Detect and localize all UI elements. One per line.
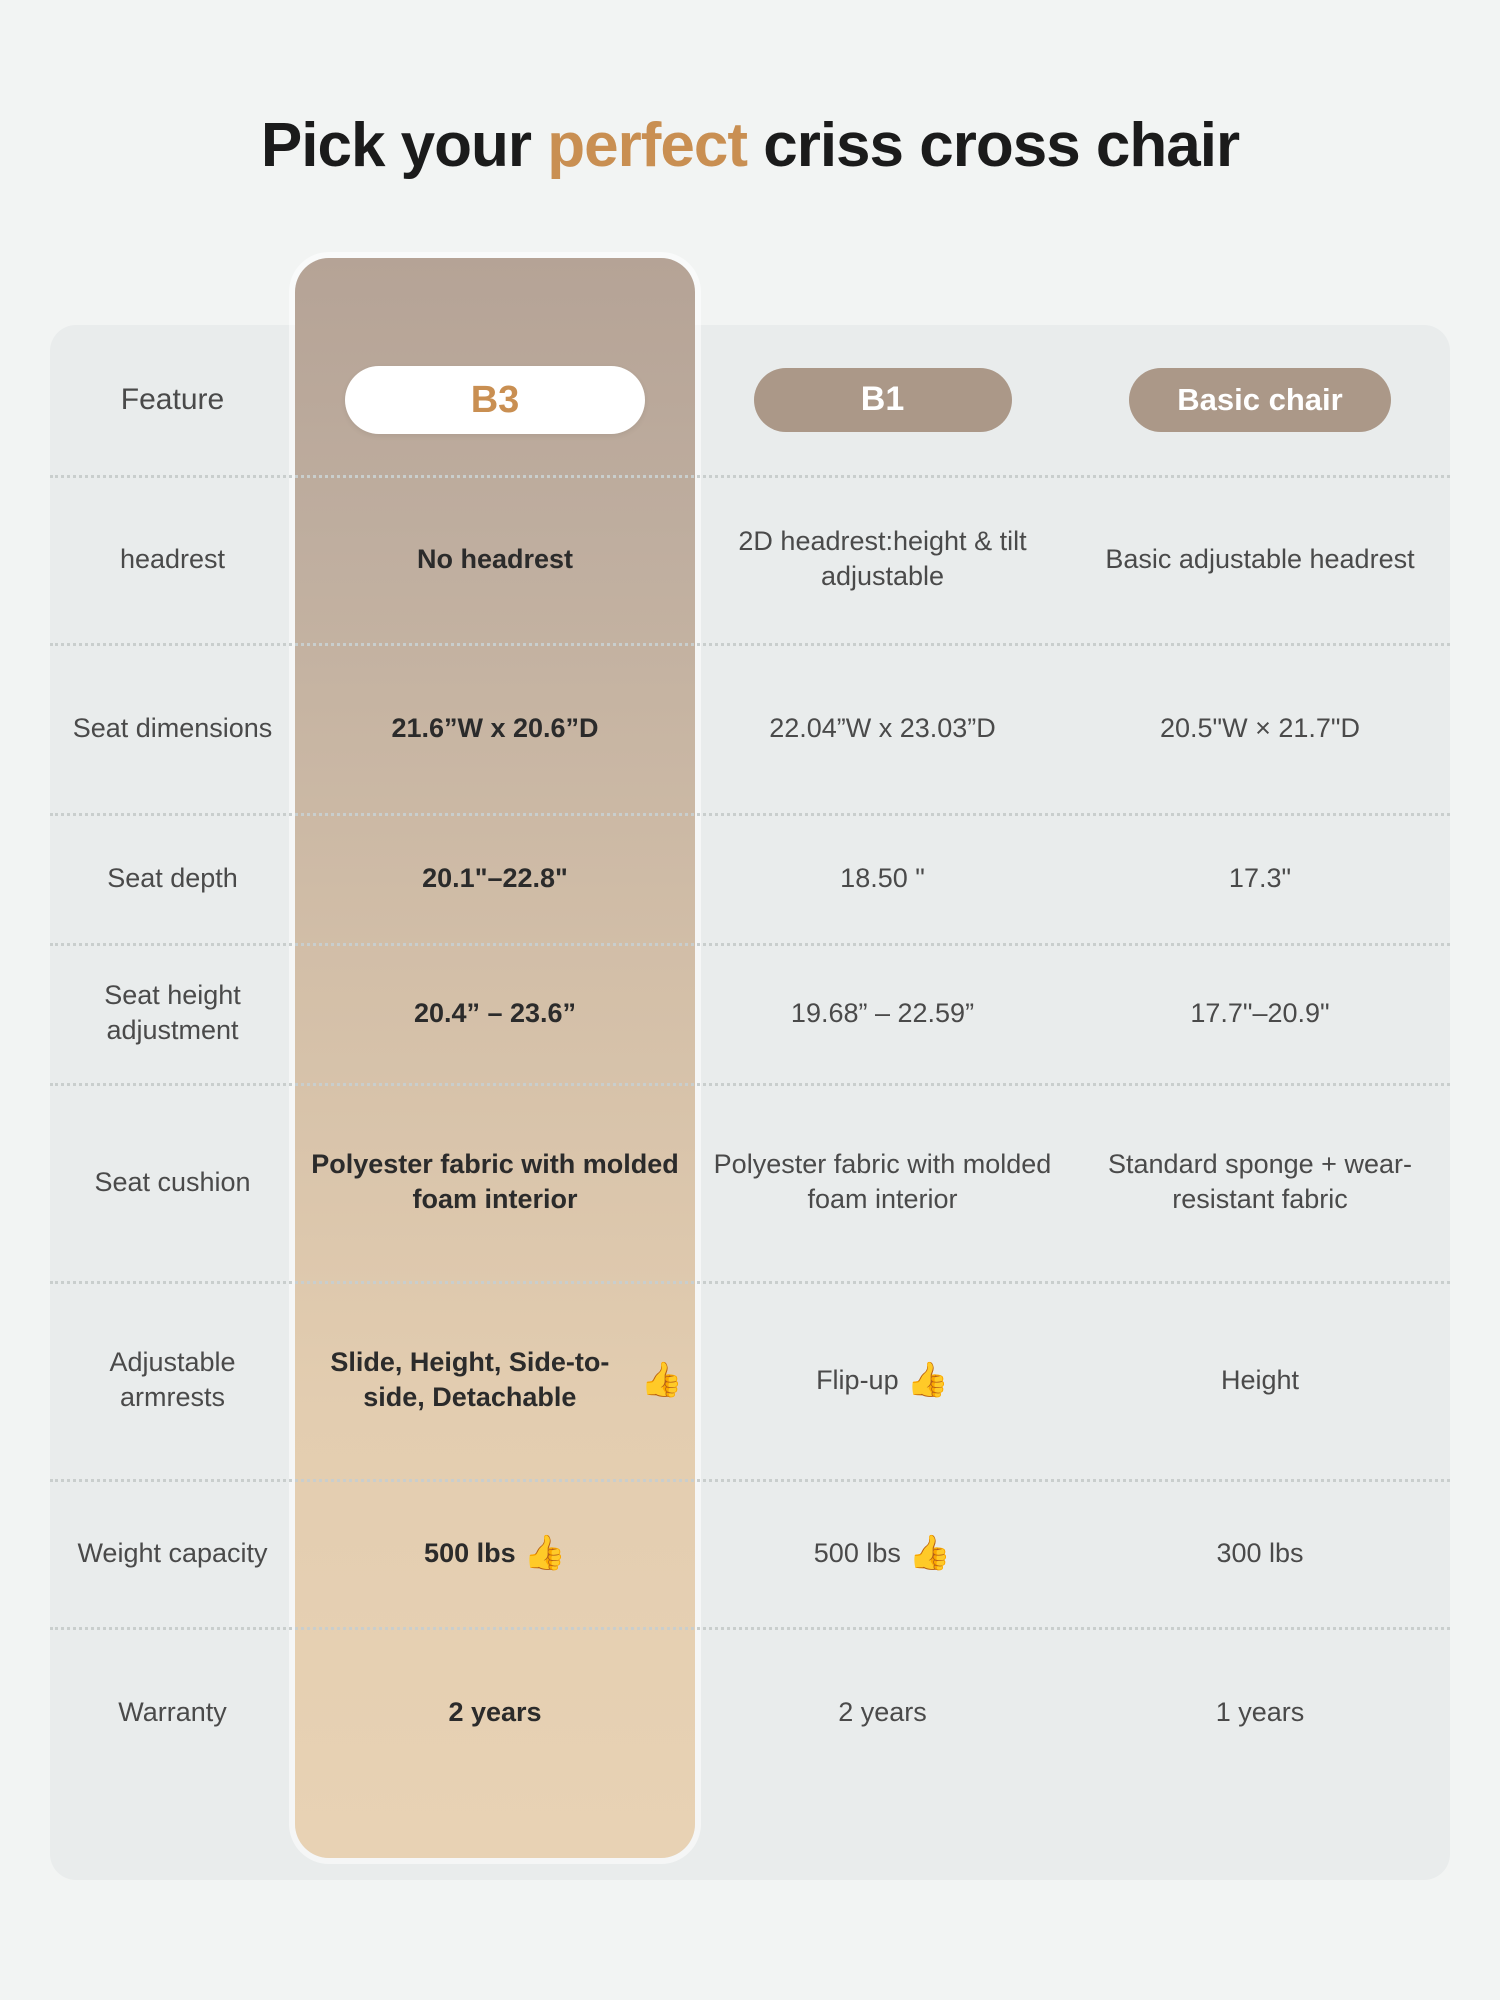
row-feature-label: headrest bbox=[119, 543, 226, 574]
thumbs-up-icon: 👍 bbox=[640, 1361, 683, 1399]
row-feature-label: Seat cushion bbox=[94, 1166, 251, 1197]
row-value-basic: 17.7"–20.9" bbox=[1190, 997, 1330, 1028]
row-value-b1 bbox=[695, 1281, 1070, 1479]
table-row bbox=[50, 1627, 1450, 1797]
header-basic bbox=[1070, 325, 1450, 475]
table-row bbox=[50, 643, 1450, 813]
thumbs-up-icon: 👍 bbox=[523, 1533, 566, 1572]
row-feature-label: Weight capacity bbox=[77, 1537, 268, 1568]
header-b1 bbox=[695, 325, 1070, 475]
table-row bbox=[50, 1281, 1450, 1479]
row-value-b3-text: 500 lbs bbox=[424, 1537, 516, 1568]
row-value-basic: Basic adjustable headrest bbox=[1105, 543, 1415, 574]
row-value-b1: Polyester fabric with molded foam interior bbox=[713, 1149, 1052, 1214]
row-value-b1: 2 years bbox=[838, 1696, 927, 1727]
row-value-b1-text: 500 lbs bbox=[813, 1537, 901, 1568]
row-value-b1: 22.04”W x 23.03”D bbox=[769, 712, 996, 743]
page-title-part1: Pick your bbox=[260, 111, 548, 180]
row-value-basic: 1 years bbox=[1215, 1696, 1305, 1727]
row-value-basic: 300 lbs bbox=[1216, 1537, 1304, 1568]
table-row bbox=[50, 475, 1450, 643]
row-value-basic: 17.3" bbox=[1228, 862, 1292, 893]
row-value-b1: 19.68” – 22.59” bbox=[790, 997, 975, 1028]
row-value-b3: 2 years bbox=[448, 1696, 542, 1727]
row-value-b1-text: Flip-up bbox=[816, 1364, 899, 1395]
row-feature-label: Seat height adjustment bbox=[104, 980, 241, 1045]
row-value-b3 bbox=[295, 1281, 695, 1479]
table-row bbox=[50, 813, 1450, 943]
page-title bbox=[0, 0, 1500, 181]
thumbs-up-icon: 👍 bbox=[908, 1533, 952, 1572]
row-feature-label: Warranty bbox=[118, 1696, 227, 1727]
b3-pill[interactable]: B3 bbox=[345, 366, 645, 434]
row-value-b1: 2D headrest:height & tilt adjustable bbox=[738, 526, 1027, 591]
row-value-b3: No headrest bbox=[416, 543, 574, 574]
basic-chair-pill[interactable]: Basic chair bbox=[1129, 368, 1391, 432]
page-title-part2: criss cross chair bbox=[747, 111, 1240, 180]
table-row bbox=[50, 943, 1450, 1083]
thumbs-up-icon: 👍 bbox=[906, 1360, 949, 1399]
table-row bbox=[50, 1083, 1450, 1281]
row-value-b3: 20.1"–22.8" bbox=[422, 862, 568, 893]
table-row bbox=[50, 1479, 1450, 1627]
row-value-b3-text: Slide, Height, Side-to-side, Detachable bbox=[330, 1347, 610, 1412]
comparison-table bbox=[50, 325, 1450, 1797]
row-value-basic: Height bbox=[1220, 1364, 1300, 1395]
row-value-b3: Polyester fabric with molded foam interior bbox=[311, 1149, 679, 1214]
b1-pill[interactable]: B1 bbox=[754, 368, 1012, 432]
row-value-basic: Standard sponge + wear-resistant fabric bbox=[1108, 1149, 1412, 1214]
row-feature-label: Seat dimensions bbox=[72, 712, 273, 743]
page-title-accent: perfect bbox=[547, 111, 747, 180]
header-b3 bbox=[295, 325, 695, 475]
row-value-b1: 18.50 " bbox=[840, 862, 925, 893]
row-value-b3 bbox=[295, 1479, 695, 1627]
row-feature-label: Seat depth bbox=[107, 862, 238, 893]
table-header-row bbox=[50, 325, 1450, 475]
row-value-basic: 20.5"W × 21.7"D bbox=[1159, 712, 1361, 743]
header-feature-label: Feature bbox=[120, 382, 225, 416]
row-feature-label: Adjustable armrests bbox=[109, 1347, 236, 1412]
row-value-b3: 21.6”W x 20.6”D bbox=[391, 712, 599, 743]
row-value-b3: 20.4” – 23.6” bbox=[413, 997, 577, 1028]
row-value-b1 bbox=[695, 1479, 1070, 1627]
